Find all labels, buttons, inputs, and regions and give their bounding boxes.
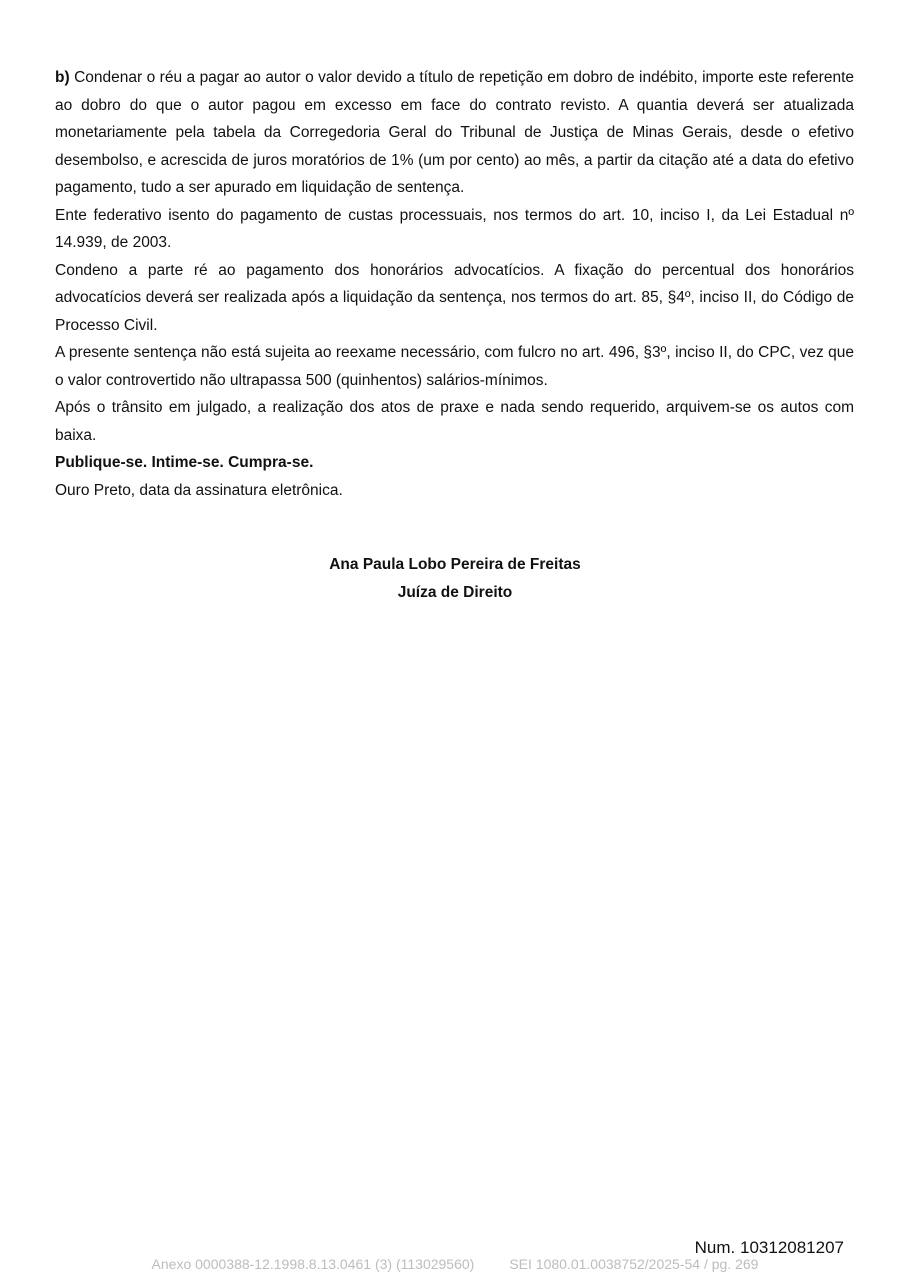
paragraph-b-text: Condenar o réu a pagar ao autor o valor devido a título de repetição em dobro de indébito, importe este referente ao dobro do que o autor pagou em excesso em face do contrato revisto. A quantia deverá ser atualizada monetariamente pela tabela da Corregedoria Geral do Tribunal de Justiça de Minas Gerais, desde o efetivo desembolso, e acrescida de juros moratórios de 1% (um por cento) ao mês, a partir da citação até a data do efetivo pagamento, tudo a ser apurado em liquidação de sentença. bbox=[55, 69, 854, 196]
document-body bbox=[55, 64, 854, 504]
signature-role: Juíza de Direito bbox=[397, 584, 513, 601]
paragraph-b bbox=[55, 64, 854, 202]
document-number: Num. 10312081207 bbox=[694, 1238, 844, 1257]
paragraph-transito: Após o trânsito em julgado, a realização dos atos de praxe e nada sendo requerido, arquivem-se os autos com baixa. bbox=[55, 399, 854, 444]
paragraph-reexame: A presente sentença não está sujeita ao reexame necessário, com fulcro no art. 496, §3º, inciso II, do CPC, vez que o valor controvertido não ultrapassa 500 (quinhentos) salários-mínimos. bbox=[55, 344, 854, 389]
place-date: Ouro Preto, data da assinatura eletrônica. bbox=[55, 481, 343, 499]
paragraph-b-label: b) bbox=[55, 69, 70, 86]
footer-stamp: Anexo 0000388-12.1998.8.13.0461 (3) (113029560) SEI 1080.01.0038752/2025-54 / pg. 269 bbox=[151, 1256, 759, 1272]
paragraph-honorarios: Condeno a parte ré ao pagamento dos honorários advocatícios. A fixação do percentual dos honorários advocatícios deverá ser realizada após a liquidação da sentença, nos termos do art. 85, §4º, inciso II, do Código de Processo Civil. bbox=[55, 261, 854, 334]
signature-name: Ana Paula Lobo Pereira de Freitas bbox=[329, 556, 581, 573]
paragraph-custas: Ente federativo isento do pagamento de custas processuais, nos termos do art. 10, inciso I, da Lei Estadual nº 14.939, de 2003. bbox=[55, 206, 854, 251]
closing-statement: Publique-se. Intime-se. Cumpra-se. bbox=[55, 454, 314, 471]
